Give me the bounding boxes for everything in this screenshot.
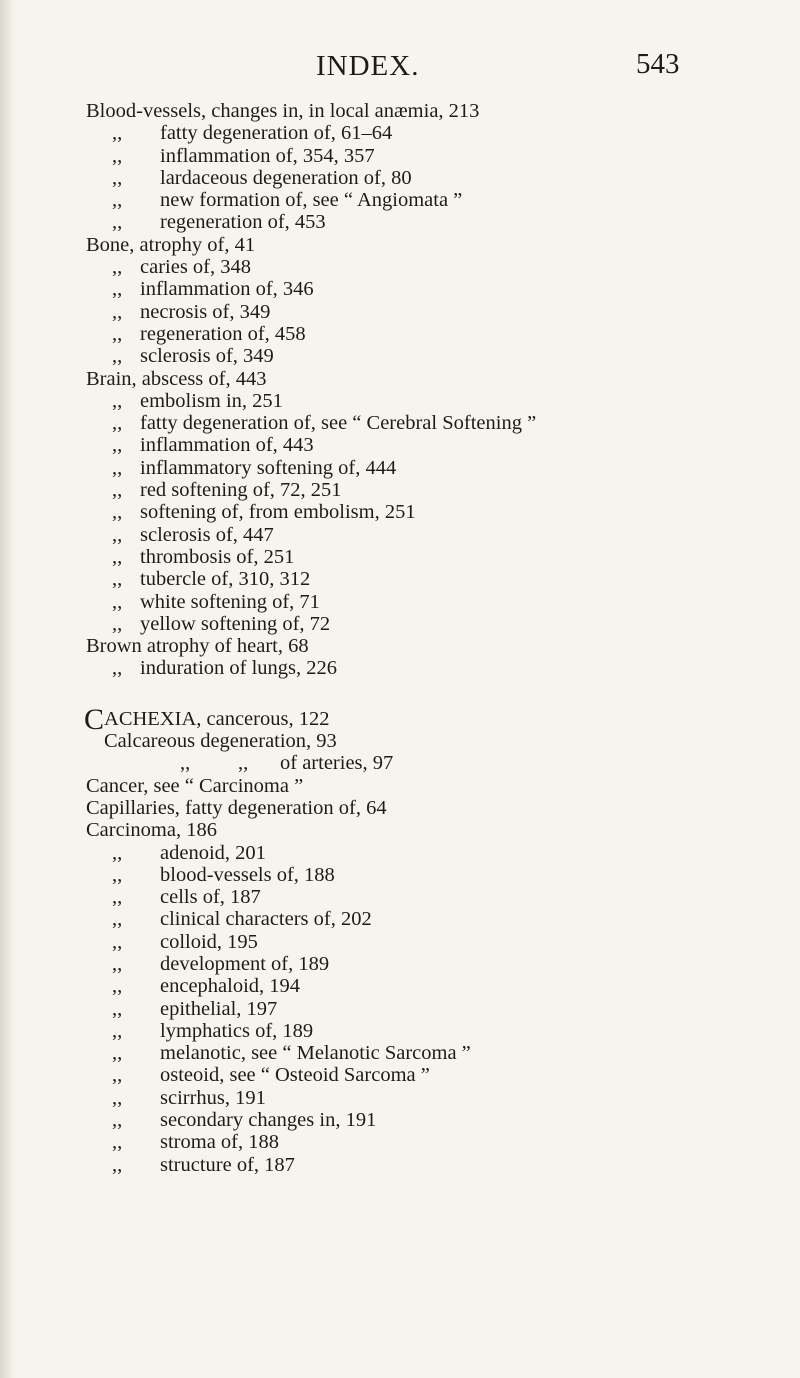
index-subentry: ,, adenoid, 201 (112, 841, 266, 864)
ditto-mark: ,, (112, 256, 123, 279)
index-subentry: ,, blood-vessels of, 188 (112, 863, 335, 886)
index-title: INDEX. (316, 50, 420, 82)
index-subentry: ,, stroma of, 188 (112, 1131, 279, 1154)
index-subentry: ,, sclerosis of, 349 (112, 345, 274, 368)
index-subentry: ,, development of, 189 (112, 952, 330, 975)
ditto-mark: ,, (112, 389, 123, 412)
ditto-mark: ,, (112, 166, 123, 189)
ditto-mark: ,, (112, 523, 123, 546)
ditto-mark: ,, (112, 501, 123, 524)
ditto-mark: ,, (112, 545, 123, 568)
ditto-mark: ,, (112, 568, 123, 591)
index-subentry: ,, cells of, 187 (112, 886, 261, 909)
index-subentry: ,, melanotic, see “ Melanotic Sarcoma ” (112, 1042, 471, 1065)
section-letter: C (84, 702, 105, 736)
ditto-mark: ,, (112, 1086, 123, 1109)
index-subentry: ,, regeneration of, 453 (112, 211, 326, 234)
index-subentry: ,, thrombosis of, 251 (112, 545, 295, 568)
index-subentry: ,, ,, of arteries, 97 (180, 752, 394, 775)
ditto-mark: ,, (112, 144, 123, 167)
index-subentry: ,, caries of, 348 (112, 256, 251, 279)
ditto-mark: ,, (112, 189, 123, 212)
ditto-mark: ,, (112, 479, 123, 502)
index-subentry: ,, softening of, from embolism, 251 (112, 501, 416, 524)
ditto-mark: ,, (112, 322, 123, 345)
index-subentry: ,, red softening of, 72, 251 (112, 479, 342, 502)
ditto-mark: ,, (112, 300, 123, 323)
index-entry: Cancer, see “ Carcinoma ” (86, 774, 304, 797)
ditto-mark: ,, (112, 886, 123, 909)
index-subentry: ,, induration of lungs, 226 (112, 657, 338, 680)
ditto-mark: ,, (112, 122, 123, 145)
ditto-mark: ,, (112, 657, 123, 680)
ditto-mark: ,, (112, 590, 123, 613)
ditto-mark: ,, (112, 952, 123, 975)
ditto-mark: ,, (112, 1042, 123, 1065)
index-entry: CACHEXIA, cancerous, 122 (84, 702, 330, 736)
index-subentry: ,, encephaloid, 194 (112, 975, 301, 998)
index-entry: Brain, abscess of, 443 (86, 367, 267, 390)
ditto-mark: ,, (112, 211, 123, 234)
ditto-mark: ,, (180, 752, 191, 775)
ditto-mark: ,, (112, 1109, 123, 1132)
ditto-mark: ,, (112, 1153, 123, 1176)
index-subentry: ,, lardaceous degeneration of, 80 (112, 166, 412, 189)
ditto-mark: ,, (112, 345, 123, 368)
index-subentry: ,, white softening of, 71 (112, 590, 320, 613)
index-entry: Bone, atrophy of, 41 (86, 233, 256, 256)
page-header (0, 50, 800, 90)
index-entry: Calcareous degeneration, 93 (104, 730, 337, 753)
ditto-mark: ,, (238, 752, 249, 775)
index-subentry: ,, regeneration of, 458 (112, 322, 306, 345)
index-subentry: ,, scirrhus, 191 (112, 1086, 266, 1109)
ditto-mark: ,, (112, 841, 123, 864)
index-subentry: ,, fatty degeneration of, 61–64 (112, 122, 393, 145)
ditto-mark: ,, (112, 434, 123, 457)
index-subentry: ,, embolism in, 251 (112, 389, 283, 412)
section-gap (0, 680, 800, 708)
ditto-mark: ,, (112, 1131, 123, 1154)
index-subentry: ,, inflammatory softening of, 444 (112, 456, 397, 479)
index-subentry: ,, fatty degeneration of, see “ Cerebral Softening ” (112, 412, 537, 435)
index-subentry: ,, secondary changes in, 191 (112, 1109, 377, 1132)
index-subentry: ,, lymphatics of, 189 (112, 1019, 314, 1042)
page-number: 543 (636, 48, 680, 80)
index-subentry: ,, osteoid, see “ Osteoid Sarcoma ” (112, 1064, 430, 1087)
index-subentry: ,, colloid, 195 (112, 930, 258, 953)
ditto-mark: ,, (112, 863, 123, 886)
ditto-mark: ,, (112, 456, 123, 479)
ditto-mark: ,, (112, 908, 123, 931)
ditto-mark: ,, (112, 975, 123, 998)
index-subentry: ,, epithelial, 197 (112, 997, 278, 1020)
ditto-mark: ,, (112, 930, 123, 953)
index-subentry: ,, inflammation of, 443 (112, 434, 314, 457)
index-entry: Blood-vessels, changes in, in local anæmia, 213 (86, 100, 480, 122)
index-entries (0, 100, 800, 1176)
ditto-mark: ,, (112, 278, 123, 301)
index-subentry: ,, tubercle of, 310, 312 (112, 568, 311, 591)
ditto-mark: ,, (112, 1019, 123, 1042)
index-subentry: ,, clinical characters of, 202 (112, 908, 372, 931)
index-subentry: ,, structure of, 187 (112, 1153, 295, 1176)
index-subentry: ,, sclerosis of, 447 (112, 523, 274, 546)
index-subentry: ,, yellow softening of, 72 (112, 612, 331, 635)
index-entry: Brown atrophy of heart, 68 (86, 635, 309, 658)
index-subentry: ,, new formation of, see “ Angiomata ” (112, 189, 463, 212)
index-subentry: ,, inflammation of, 346 (112, 278, 314, 301)
ditto-mark: ,, (112, 612, 123, 635)
index-entry: Carcinoma, 186 (86, 819, 217, 842)
ditto-mark: ,, (112, 1064, 123, 1087)
index-entry: Capillaries, fatty degeneration of, 64 (86, 796, 387, 819)
ditto-mark: ,, (112, 412, 123, 435)
index-subentry: ,, inflammation of, 354, 357 (112, 144, 375, 167)
ditto-mark: ,, (112, 997, 123, 1020)
index-subentry: ,, necrosis of, 349 (112, 300, 271, 323)
